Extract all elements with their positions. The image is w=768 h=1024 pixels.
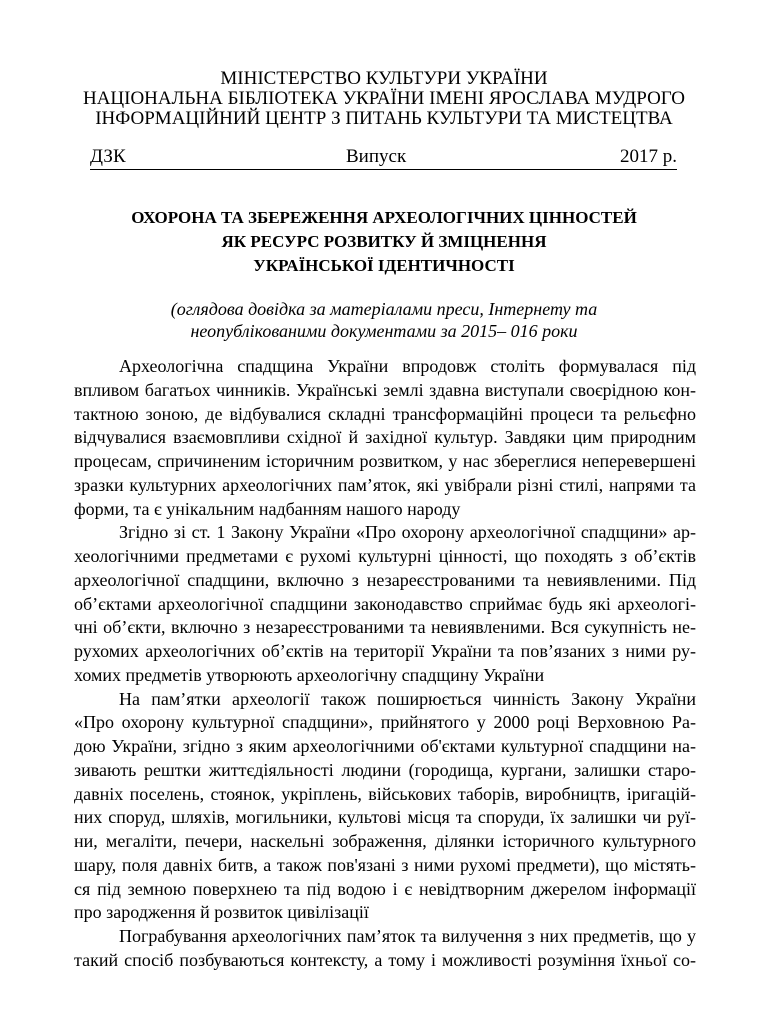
text-line: давніх поселень, стоянок, укріплень, військових таборів, виробництв, іригацій- [74, 783, 696, 804]
document-subtitle [0, 298, 768, 342]
text-line: зивають рештки життєдіяльності людини (городища, кургани, залишки старо- [74, 759, 696, 780]
text-line: дою України, згідно з яким археологічними об'єктами культурної спадщини на- [74, 736, 696, 756]
text-line: форми, та є унікальним надбанням нашого народу [74, 498, 461, 519]
title-line: УКРАЇНСЬКОЇ ІДЕНТИЧНОСТІ [253, 256, 515, 275]
title-line: ЯК РЕСУРС РОЗВИТКУ Й ЗМІЦНЕННЯ [221, 232, 547, 251]
text-line: рухомих археологічних об’єктів на території України та пов’язаних з ними ру- [74, 641, 696, 661]
text-line: впливом багатьох чинників. Українські землі здавна виступали своєрідною кон- [74, 379, 696, 400]
title-line: ОХОРОНА ТА ЗБЕРЕЖЕННЯ АРХЕОЛОГІЧНИХ ЦІННОСТЕЙ [131, 208, 637, 227]
text-line: Археологічна спадщина України впродовж століть формувалася під [119, 356, 696, 376]
text-line: відчувалися взаємовпливи східної й західної культур. Завдяки цим природним [74, 427, 696, 448]
paragraph-4 [74, 925, 696, 973]
text-line: На пам’ятки археології також поширюється чинність Закону України [119, 688, 696, 709]
issue-label: Випуск [346, 146, 407, 167]
text-line: ни, мегаліти, печери, наскельні зображення, ділянки історичного культурного [74, 831, 696, 851]
center-name: ІНФОРМАЦІЙНИЙ ЦЕНТР З ПИТАНЬ КУЛЬТУРИ ТА МИСТЕЦТВА [95, 108, 673, 129]
text-line: чні об’єкти, включно з незареєстрованими та невиявленими. Вся сукупність не- [74, 617, 696, 638]
paragraph-2 [74, 521, 696, 687]
document-header [0, 69, 768, 129]
text-line: Згідно зі ст. 1 Закону України «Про охорону археологічної спадщини» ар- [119, 522, 696, 543]
text-line: хомих предметів утворюють археологічну спадщину України [74, 664, 545, 685]
text-line: такий спосіб позбуваються контексту, а тому і можливості розуміння їхньої со- [74, 949, 696, 970]
text-line: зразки культурних археологічних пам’яток, які увібрали різні стилі, напрями та [74, 474, 696, 495]
subtitle-line: (оглядова довідка за матеріалами преси, Інтернету та [170, 299, 598, 319]
library-name: НАЦІОНАЛЬНА БІБЛІОТЕКА УКРАЇНИ ІМЕНІ ЯРОСЛАВА МУДРОГО [82, 88, 686, 109]
issue-year: 2017 р. [620, 146, 677, 167]
text-line: археологічної спадщини, включно з незареєстрованими та невиявленими. Під [74, 569, 696, 590]
text-line: про зародження й розвиток цивілізації [74, 902, 369, 923]
issue-info-row [90, 147, 677, 170]
document-title [0, 206, 768, 278]
text-line: Пограбування археологічних пам’яток та вилучення з них предметів, що у [119, 926, 696, 946]
text-line: «Про охорону культурної спадщини», прийнятого у 2000 році Верховною Ра- [74, 712, 696, 733]
text-line: шару, поля давніх битв, а також пов'язані з ними рухомі предмети), що містять- [74, 854, 696, 875]
series-code: ДЗК [90, 146, 126, 167]
subtitle-line: неопублікованими документами за 2015– 016 роки [190, 321, 578, 341]
text-line: тактною зоною, де відбувалися складні трансформаційні процеси та рельєфно [74, 403, 696, 424]
paragraph-1 [74, 355, 696, 521]
paragraph-3 [74, 688, 696, 926]
text-line: них споруд, шляхів, могильники, культові місця та споруди, їх залишки чи руї- [74, 807, 696, 828]
ministry-name: МІНІСТЕРСТВО КУЛЬТУРИ УКРАЇНИ [220, 68, 548, 89]
text-line: ся під земною поверхнею та під водою і є невідтворним джерелом інформації [74, 878, 696, 899]
text-line: об’єктами археологічної спадщини законодавство сприймає будь які археологі- [74, 593, 696, 614]
document-body [74, 355, 696, 973]
text-line: процесам, спричиненим історичним розвитком, у нас збереглися неперевершені [74, 451, 696, 471]
text-line: хеологічними предметами є рухомі культурні цінності, що походять з об’єктів [74, 546, 696, 566]
